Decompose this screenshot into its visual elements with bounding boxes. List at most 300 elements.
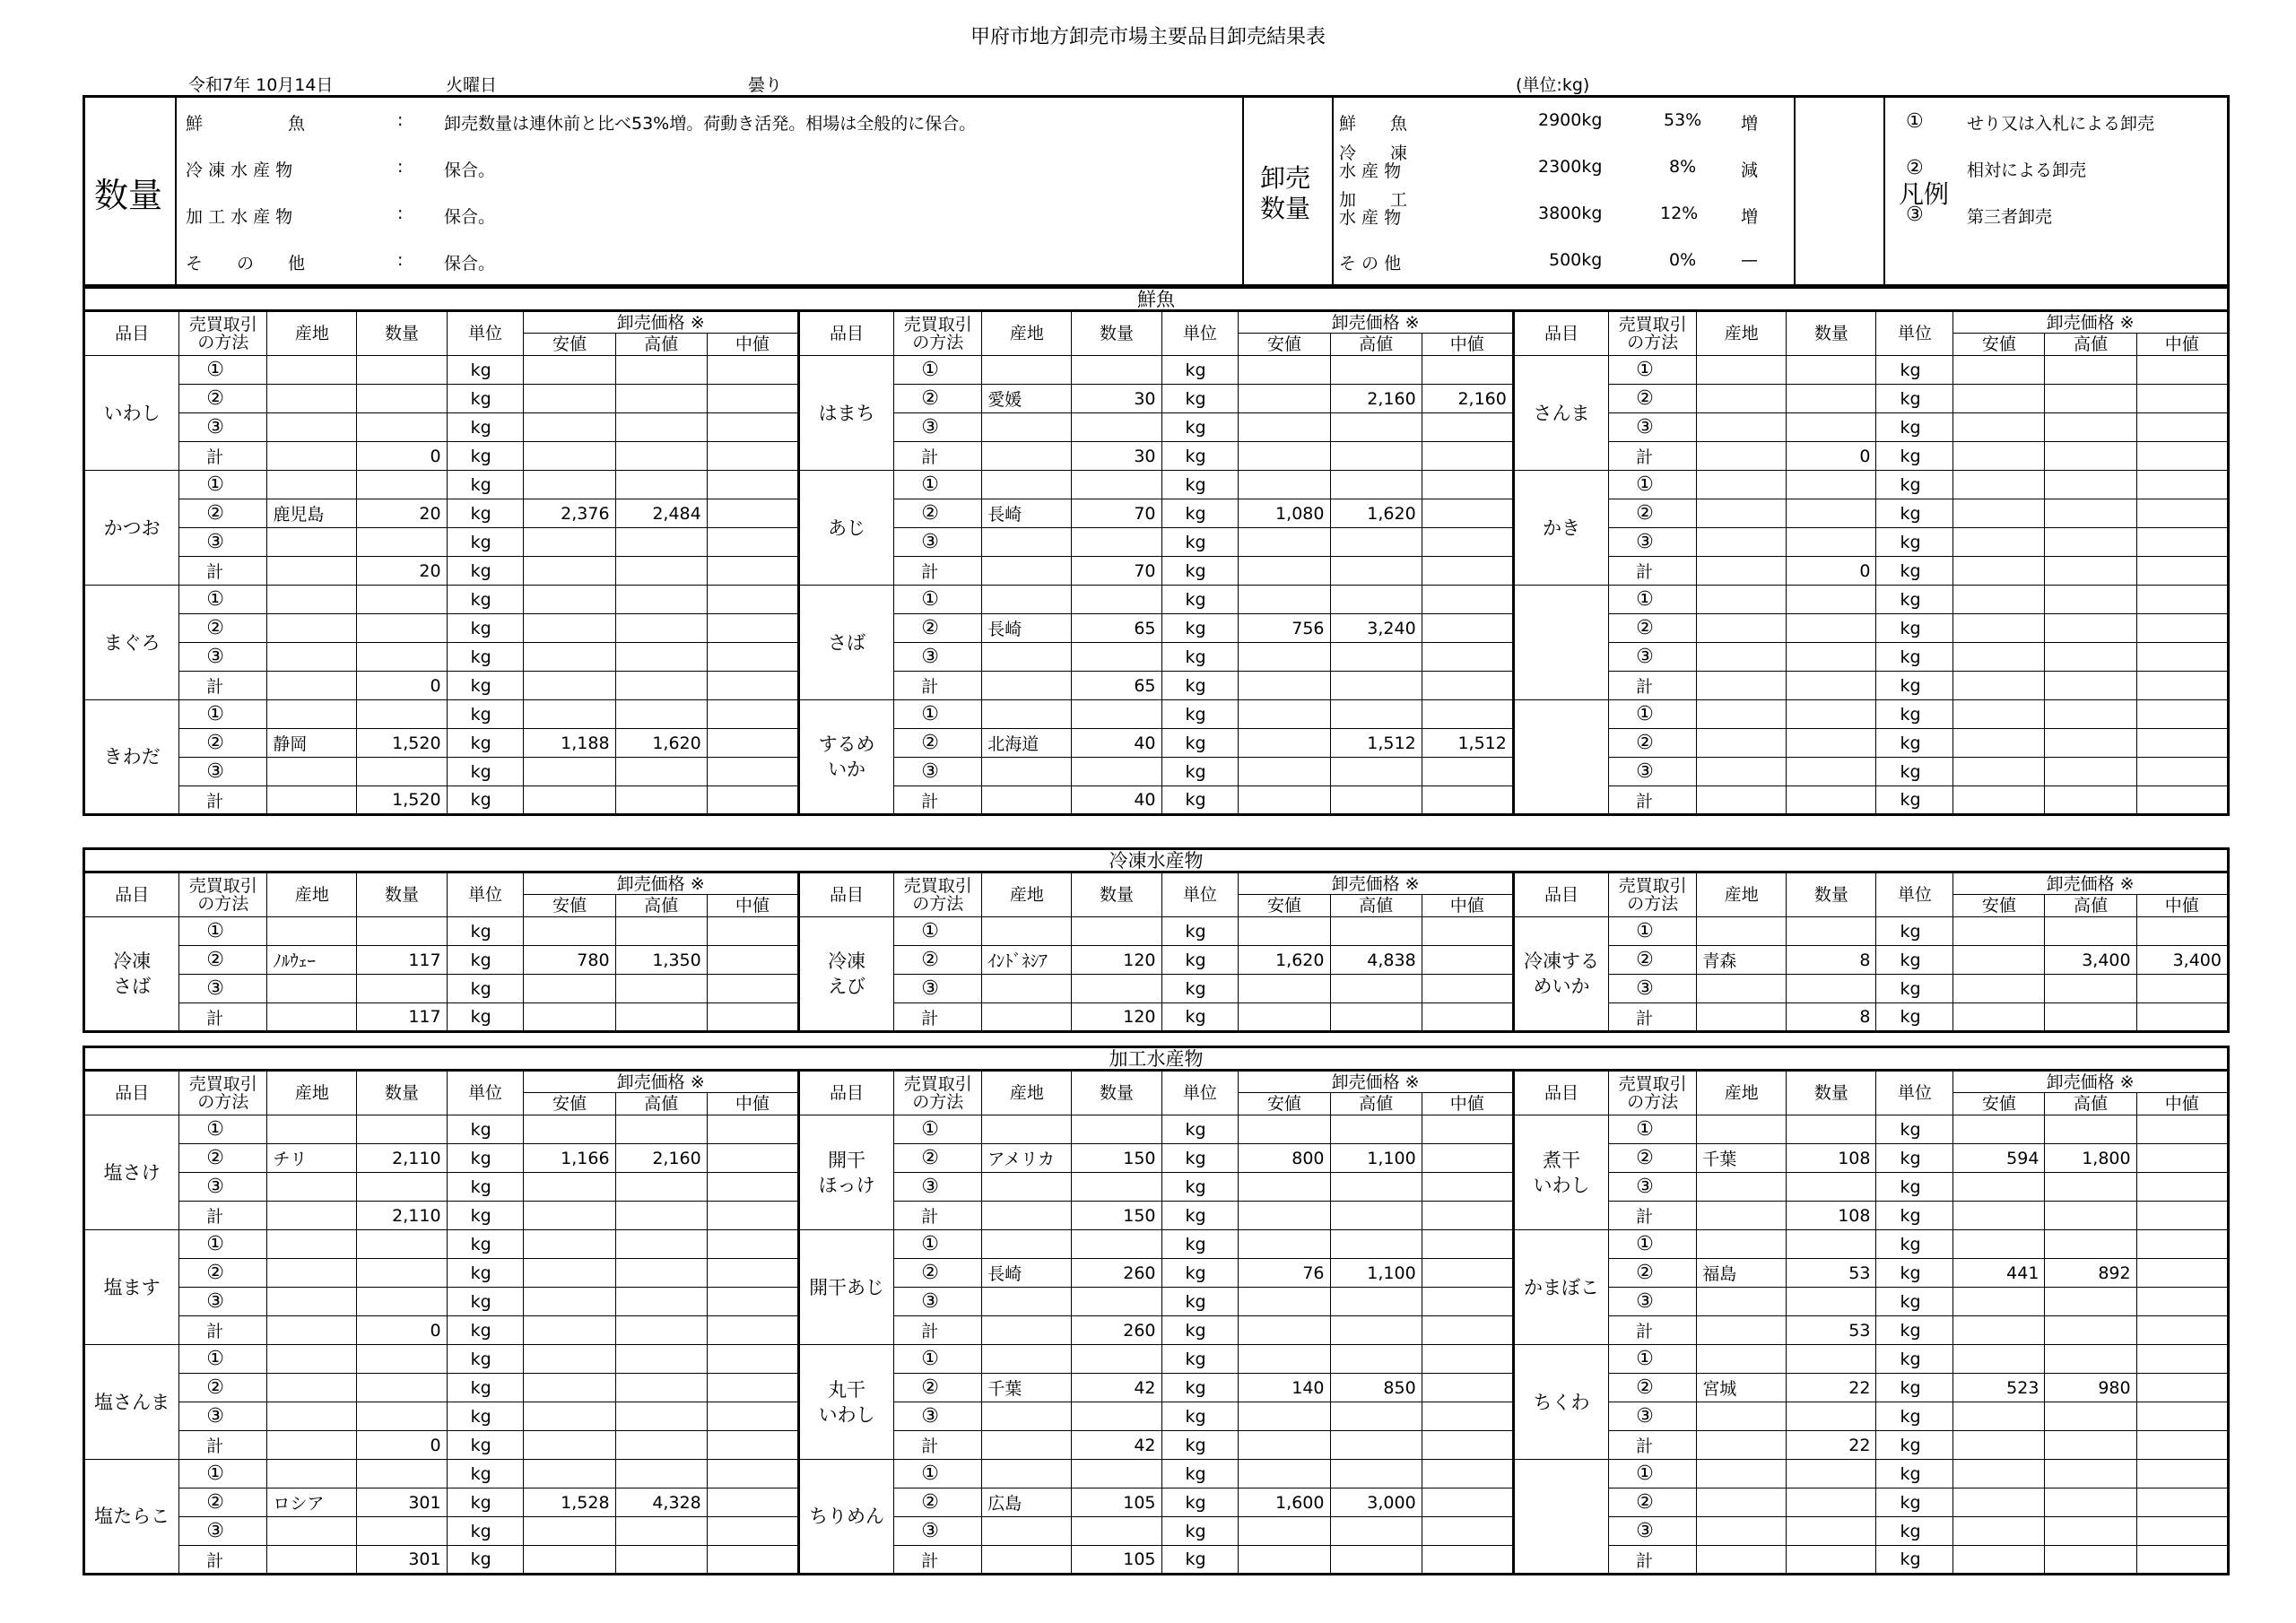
item-name: ちりめん <box>798 1460 893 1575</box>
col-header-low: 安値 <box>1239 895 1330 917</box>
price-mid-cell <box>707 672 798 700</box>
unit-cell: kg <box>447 975 524 1003</box>
price-low-cell <box>524 1460 615 1488</box>
method-mark: ③ <box>179 1402 267 1431</box>
origin-cell: 千葉 <box>1697 1144 1787 1173</box>
table-row <box>84 528 2229 557</box>
price-low-cell <box>524 442 615 471</box>
price-low-cell <box>1239 700 1330 729</box>
table-row <box>84 1431 2229 1460</box>
unit-cell: kg <box>1161 700 1239 729</box>
method-mark: ② <box>894 1259 982 1288</box>
price-high-cell: 892 <box>2045 1259 2136 1288</box>
method-mark: ① <box>179 917 267 946</box>
price-mid-cell <box>1422 758 1513 786</box>
price-mid-cell <box>707 1259 798 1288</box>
price-mid-cell <box>707 1144 798 1173</box>
price-low-cell <box>524 1288 615 1316</box>
price-low-cell <box>524 528 615 557</box>
price-mid-cell <box>2136 1288 2228 1316</box>
method-mark: ② <box>179 385 267 413</box>
method-mark: ② <box>1609 729 1697 758</box>
price-high-cell <box>615 557 707 586</box>
origin-cell <box>267 917 357 946</box>
col-header-low: 安値 <box>1239 334 1330 356</box>
col-header-qty: 数量 <box>1787 311 1876 356</box>
price-mid-cell <box>2136 1374 2228 1402</box>
price-mid-cell <box>1422 672 1513 700</box>
total-qty-cell: 0 <box>1787 442 1876 471</box>
origin-cell: チリ <box>267 1144 357 1173</box>
method-mark: ① <box>1609 1345 1697 1374</box>
price-mid-cell <box>2136 917 2228 946</box>
price-low-cell <box>1239 786 1330 815</box>
price-low-cell <box>1953 413 2045 442</box>
price-high-cell <box>615 975 707 1003</box>
price-high-cell: 2,160 <box>1330 385 1422 413</box>
price-high-cell <box>1330 1316 1422 1345</box>
price-low-cell <box>1239 557 1330 586</box>
method-mark: ① <box>179 1115 267 1144</box>
col-header-high: 高値 <box>615 334 707 356</box>
unit-cell: kg <box>447 1488 524 1517</box>
method-mark: ① <box>894 1460 982 1488</box>
origin-cell <box>267 385 357 413</box>
price-low-cell <box>1953 1546 2045 1575</box>
item-name: 煮干 いわし <box>1513 1115 1608 1230</box>
origin-cell <box>982 1460 1072 1488</box>
price-high-cell <box>2045 1345 2136 1374</box>
volume-category: そ の 他 <box>1339 254 1402 273</box>
price-mid-cell <box>2136 1546 2228 1575</box>
price-low-cell <box>1239 1173 1330 1202</box>
item-name: ちくわ <box>1513 1345 1608 1460</box>
col-header-price: 卸売価格 ※ <box>524 1071 799 1093</box>
qty-cell <box>1787 700 1876 729</box>
col-header-item: 品目 <box>1513 311 1608 356</box>
unit-cell: kg <box>1161 1546 1239 1575</box>
unit-cell: kg <box>1161 1402 1239 1431</box>
price-mid-cell <box>1422 1144 1513 1173</box>
unit-cell: kg <box>447 356 524 385</box>
qty-cell <box>1072 356 1161 385</box>
price-high-cell <box>1330 586 1422 614</box>
origin-cell <box>267 1316 357 1345</box>
method-mark: 計 <box>894 1546 982 1575</box>
unit-cell: kg <box>1876 1003 1953 1032</box>
qty-cell <box>1072 975 1161 1003</box>
unit-cell: kg <box>447 442 524 471</box>
unit-cell: kg <box>1876 499 1953 528</box>
table-row <box>84 1259 2229 1288</box>
price-low-cell <box>1239 1345 1330 1374</box>
volume-category: 水 産 物 <box>1339 208 1402 228</box>
unit-cell: kg <box>1876 643 1953 672</box>
method-mark: 計 <box>1609 1546 1697 1575</box>
method-mark: ② <box>179 1374 267 1402</box>
unit-cell: kg <box>1876 528 1953 557</box>
method-mark: ① <box>894 356 982 385</box>
total-qty-cell: 301 <box>357 1546 447 1575</box>
col-header-method: 売買取引 の方法 <box>1609 311 1697 356</box>
origin-cell <box>267 413 357 442</box>
total-qty-cell: 0 <box>357 672 447 700</box>
col-header-origin: 産地 <box>982 872 1072 917</box>
unit-cell: kg <box>447 413 524 442</box>
origin-cell <box>982 917 1072 946</box>
item-name: あじ <box>798 471 893 586</box>
item-name <box>1513 1460 1608 1575</box>
col-header-unit: 単位 <box>1161 311 1239 356</box>
price-mid-cell <box>707 385 798 413</box>
price-high-cell: 1,100 <box>1330 1144 1422 1173</box>
price-high-cell <box>2045 413 2136 442</box>
section-processed-seafood-table <box>83 1069 2230 1575</box>
price-low-cell <box>1239 1316 1330 1345</box>
item-name: 丸干 いわし <box>798 1345 893 1460</box>
price-high-cell <box>615 413 707 442</box>
unit-cell: kg <box>1161 385 1239 413</box>
price-mid-cell <box>2136 356 2228 385</box>
col-header-item: 品目 <box>798 872 893 917</box>
price-high-cell: 1,620 <box>615 729 707 758</box>
origin-cell <box>267 1460 357 1488</box>
price-mid-cell <box>2136 557 2228 586</box>
total-qty-cell: 22 <box>1787 1431 1876 1460</box>
price-high-cell <box>615 1431 707 1460</box>
price-high-cell <box>1330 917 1422 946</box>
price-mid-cell <box>707 1288 798 1316</box>
price-low-cell <box>524 356 615 385</box>
origin-cell <box>267 471 357 499</box>
col-header-item: 品目 <box>84 1071 179 1115</box>
price-low-cell <box>1239 1202 1330 1230</box>
price-mid-cell <box>707 442 798 471</box>
volume-category: 加 工 <box>1339 190 1408 210</box>
price-mid-cell <box>2136 1144 2228 1173</box>
price-mid-cell <box>707 499 798 528</box>
price-high-cell <box>2045 643 2136 672</box>
qty-cell <box>1787 356 1876 385</box>
qty-cell <box>357 1173 447 1202</box>
total-qty-cell: 260 <box>1072 1316 1161 1345</box>
price-high-cell <box>2045 471 2136 499</box>
method-mark: 計 <box>1609 672 1697 700</box>
legend-label: 凡例 <box>1899 179 1950 209</box>
qty-cell: 2,110 <box>357 1144 447 1173</box>
section-processed-seafood-header: 加工水産物 <box>83 1046 2230 1069</box>
total-qty-cell <box>1787 1546 1876 1575</box>
method-mark: 計 <box>179 672 267 700</box>
price-mid-cell <box>707 729 798 758</box>
price-low-cell <box>1953 1230 2045 1259</box>
price-high-cell <box>615 672 707 700</box>
col-header-qty: 数量 <box>357 311 447 356</box>
price-mid-cell <box>2136 672 2228 700</box>
price-mid-cell <box>707 1003 798 1032</box>
method-mark: ① <box>179 1460 267 1488</box>
unit-cell: kg <box>1876 1230 1953 1259</box>
origin-cell: 宮城 <box>1697 1374 1787 1402</box>
origin-cell <box>982 1230 1072 1259</box>
qty-cell <box>1787 499 1876 528</box>
unit-cell: kg <box>1161 1374 1239 1402</box>
price-low-cell <box>1953 643 2045 672</box>
qty-cell: 8 <box>1787 946 1876 975</box>
qty-cell <box>1072 471 1161 499</box>
unit-cell: kg <box>1876 413 1953 442</box>
price-mid-cell <box>2136 700 2228 729</box>
price-mid-cell <box>2136 1173 2228 1202</box>
unit-cell: kg <box>1161 1431 1239 1460</box>
col-header-high: 高値 <box>1330 1093 1422 1115</box>
qty-cell <box>1072 1230 1161 1259</box>
volume-category: 冷 凍 <box>1339 143 1408 163</box>
total-qty-cell: 20 <box>357 557 447 586</box>
report-unit: (単位:kg) <box>1516 75 1590 95</box>
table-row <box>84 643 2229 672</box>
price-mid-cell <box>2136 1003 2228 1032</box>
method-mark: 計 <box>894 1316 982 1345</box>
method-mark: ② <box>1609 1374 1697 1402</box>
price-mid-cell <box>2136 1345 2228 1374</box>
section-fresh-fish-header: 鮮魚 <box>83 286 2230 309</box>
table-row <box>84 1230 2229 1259</box>
price-high-cell: 3,240 <box>1330 614 1422 643</box>
price-low-cell <box>1239 1517 1330 1546</box>
price-mid-cell <box>1422 1431 1513 1460</box>
price-low-cell <box>1239 758 1330 786</box>
unit-cell: kg <box>1161 1288 1239 1316</box>
item-name: 開干 ほっけ <box>798 1115 893 1230</box>
method-mark: ① <box>179 586 267 614</box>
method-mark: ② <box>1609 1488 1697 1517</box>
price-high-cell <box>2045 917 2136 946</box>
method-mark: 計 <box>894 557 982 586</box>
table-row <box>84 1517 2229 1546</box>
price-high-cell <box>615 643 707 672</box>
total-qty-cell: 117 <box>357 1003 447 1032</box>
origin-cell <box>267 786 357 815</box>
col-header-low: 安値 <box>1953 1093 2045 1115</box>
origin-cell <box>267 1202 357 1230</box>
origin-cell <box>1697 758 1787 786</box>
unit-cell: kg <box>447 1173 524 1202</box>
col-header-mid: 中値 <box>707 334 798 356</box>
price-low-cell <box>1239 442 1330 471</box>
item-name: するめ いか <box>798 700 893 815</box>
origin-cell <box>267 528 357 557</box>
qty-cell <box>1787 729 1876 758</box>
qty-cell <box>1072 413 1161 442</box>
price-high-cell <box>1330 786 1422 815</box>
price-low-cell <box>1953 471 2045 499</box>
origin-cell <box>982 672 1072 700</box>
origin-cell <box>982 1402 1072 1431</box>
price-mid-cell <box>1422 946 1513 975</box>
unit-cell: kg <box>1876 946 1953 975</box>
price-mid-cell <box>1422 1202 1513 1230</box>
col-header-origin: 産地 <box>982 311 1072 356</box>
price-mid-cell <box>1422 1460 1513 1488</box>
unit-cell: kg <box>447 1374 524 1402</box>
qty-cell <box>1787 1517 1876 1546</box>
origin-cell <box>982 586 1072 614</box>
qty-cell <box>1787 528 1876 557</box>
price-high-cell <box>2045 1460 2136 1488</box>
method-mark: ② <box>179 614 267 643</box>
origin-cell <box>982 1517 1072 1546</box>
price-high-cell <box>1330 758 1422 786</box>
unit-cell: kg <box>1161 643 1239 672</box>
price-high-cell: 3,400 <box>2045 946 2136 975</box>
col-header-low: 安値 <box>1239 1093 1330 1115</box>
volume-qty: 2900kg <box>1538 110 1603 130</box>
unit-cell: kg <box>1876 557 1953 586</box>
origin-cell: ロシア <box>267 1488 357 1517</box>
price-low-cell <box>524 614 615 643</box>
method-mark: ② <box>179 499 267 528</box>
total-qty-cell: 0 <box>357 442 447 471</box>
origin-cell <box>1697 1115 1787 1144</box>
table-row <box>84 975 2229 1003</box>
origin-cell <box>982 528 1072 557</box>
method-mark: 計 <box>179 1546 267 1575</box>
table-row <box>84 1402 2229 1431</box>
method-mark: ③ <box>179 975 267 1003</box>
origin-cell <box>267 758 357 786</box>
origin-cell: ｲﾝﾄﾞﾈｼｱ <box>982 946 1072 975</box>
origin-cell <box>1697 672 1787 700</box>
col-header-price: 卸売価格 ※ <box>1953 1071 2229 1093</box>
qty-cell: 42 <box>1072 1374 1161 1402</box>
price-mid-cell <box>707 1345 798 1374</box>
volume-qty: 500kg <box>1549 250 1603 270</box>
unit-cell: kg <box>447 1202 524 1230</box>
volume-label: 数量 <box>1260 194 1311 223</box>
qty-cell <box>357 413 447 442</box>
method-mark: ③ <box>894 528 982 557</box>
item-name <box>1513 700 1608 815</box>
qty-cell: 53 <box>1787 1259 1876 1288</box>
price-mid-cell <box>2136 1402 2228 1431</box>
qty-cell: 30 <box>1072 385 1161 413</box>
unit-cell: kg <box>1876 700 1953 729</box>
method-mark: 計 <box>179 557 267 586</box>
unit-cell: kg <box>447 700 524 729</box>
price-low-cell: 1,528 <box>524 1488 615 1517</box>
table-row <box>84 1460 2229 1488</box>
table-row <box>84 1144 2229 1173</box>
price-mid-cell <box>1422 1003 1513 1032</box>
price-high-cell: 3,000 <box>1330 1488 1422 1517</box>
price-mid-cell <box>707 1460 798 1488</box>
price-high-cell <box>615 1003 707 1032</box>
price-low-cell: 76 <box>1239 1259 1330 1288</box>
unit-cell: kg <box>1876 614 1953 643</box>
price-high-cell <box>2045 1230 2136 1259</box>
qty-cell <box>357 758 447 786</box>
col-header-high: 高値 <box>1330 895 1422 917</box>
price-mid-cell <box>2136 643 2228 672</box>
qty-cell <box>1787 1115 1876 1144</box>
method-mark: ② <box>894 1488 982 1517</box>
method-mark: 計 <box>894 786 982 815</box>
price-low-cell <box>524 413 615 442</box>
price-high-cell: 980 <box>2045 1374 2136 1402</box>
method-mark: ③ <box>894 643 982 672</box>
price-high-cell <box>615 528 707 557</box>
origin-cell <box>1697 1402 1787 1431</box>
item-name: 塩さけ <box>84 1115 179 1230</box>
method-mark: ② <box>894 385 982 413</box>
origin-cell <box>982 1202 1072 1230</box>
qty-cell <box>1787 1402 1876 1431</box>
price-mid-cell <box>1422 643 1513 672</box>
method-mark: ① <box>1609 700 1697 729</box>
method-mark: ② <box>894 946 982 975</box>
price-high-cell <box>615 1402 707 1431</box>
origin-cell <box>1697 499 1787 528</box>
qty-cell: 40 <box>1072 729 1161 758</box>
item-name: 塩ます <box>84 1230 179 1345</box>
col-header-item: 品目 <box>1513 872 1608 917</box>
col-header-origin: 産地 <box>1697 1071 1787 1115</box>
method-mark: 計 <box>179 1202 267 1230</box>
origin-cell <box>1697 1517 1787 1546</box>
col-header-price: 卸売価格 ※ <box>524 311 799 334</box>
report-date: 令和7年 10月14日 <box>188 75 334 95</box>
method-mark: 計 <box>179 1316 267 1345</box>
qty-cell <box>357 356 447 385</box>
price-mid-cell <box>2136 1316 2228 1345</box>
unit-cell: kg <box>1876 672 1953 700</box>
origin-cell <box>267 1288 357 1316</box>
method-mark: ② <box>1609 614 1697 643</box>
method-mark: ② <box>894 614 982 643</box>
price-mid-cell <box>707 643 798 672</box>
price-low-cell <box>524 786 615 815</box>
volume-pct: 12% <box>1660 204 1699 223</box>
price-mid-cell <box>707 1115 798 1144</box>
col-header-item: 品目 <box>84 872 179 917</box>
price-mid-cell <box>2136 413 2228 442</box>
price-low-cell <box>1953 385 2045 413</box>
summary-comment: 保合。 <box>444 207 496 227</box>
col-header-method: 売買取引 の方法 <box>894 872 982 917</box>
unit-cell: kg <box>447 1144 524 1173</box>
method-mark: ② <box>894 729 982 758</box>
item-name: 冷凍 さば <box>84 917 179 1032</box>
qty-cell <box>1787 1230 1876 1259</box>
price-mid-cell <box>707 356 798 385</box>
price-low-cell <box>1239 917 1330 946</box>
unit-cell: kg <box>1161 1173 1239 1202</box>
unit-cell: kg <box>447 1517 524 1546</box>
method-mark: ① <box>179 471 267 499</box>
qty-cell <box>1787 643 1876 672</box>
price-high-cell <box>2045 1402 2136 1431</box>
qty-cell: 70 <box>1072 499 1161 528</box>
price-low-cell <box>524 1003 615 1032</box>
price-high-cell <box>2045 975 2136 1003</box>
legend-text: せり又は入札による卸売 <box>1967 114 2155 134</box>
unit-cell: kg <box>1876 1431 1953 1460</box>
price-low-cell <box>524 586 615 614</box>
origin-cell <box>1697 786 1787 815</box>
origin-cell <box>267 586 357 614</box>
unit-cell: kg <box>447 586 524 614</box>
